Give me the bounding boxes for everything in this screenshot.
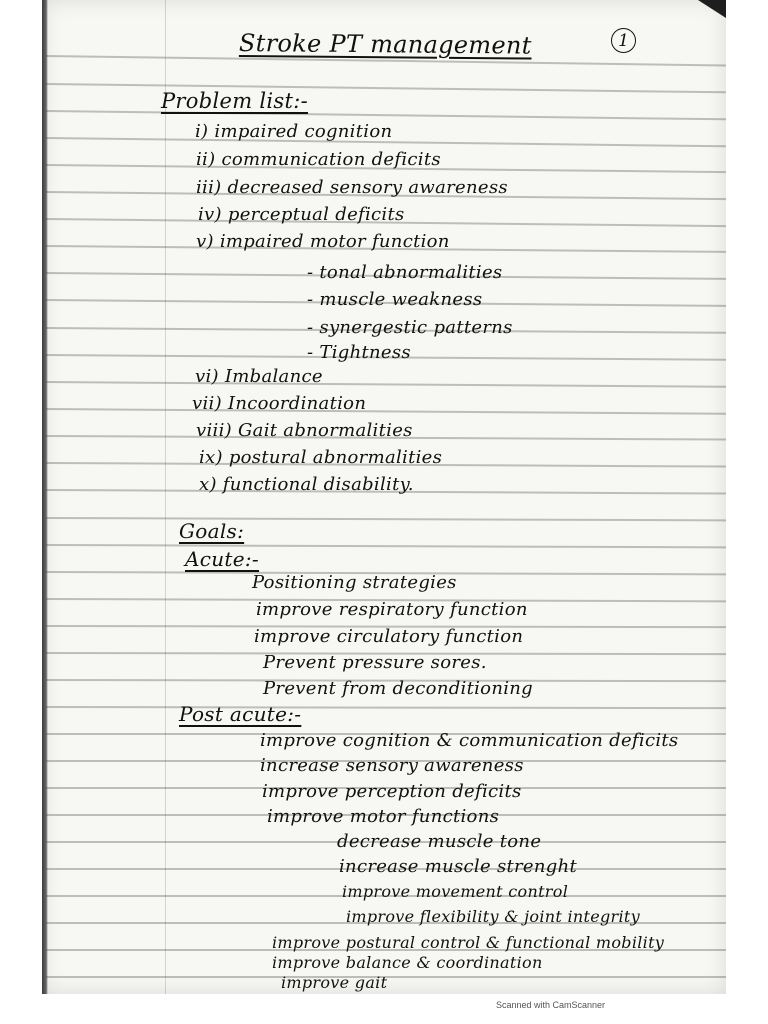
problem-item: iv) perceptual deficits xyxy=(198,204,405,225)
motor-goal-item: improve movement control xyxy=(342,882,569,901)
notebook-margin-line xyxy=(165,0,166,994)
post-acute-goal-item: improve cognition & communication deficits xyxy=(260,730,679,751)
ruled-line xyxy=(46,83,726,93)
final-goal-item: improve balance & coordination xyxy=(272,953,543,972)
acute-goal-item: Prevent from deconditioning xyxy=(263,678,533,699)
page-corner-shadow xyxy=(698,0,726,18)
notebook-binding-shadow xyxy=(42,0,48,994)
acute-goal-item: improve circulatory function xyxy=(254,626,524,647)
motor-goal-item: increase muscle strenght xyxy=(339,856,578,877)
ruled-line xyxy=(46,381,726,388)
post-acute-goal-item: improve motor functions xyxy=(267,806,500,827)
motor-goal-item: decrease muscle tone xyxy=(337,831,542,852)
scanner-watermark: Scanned with CamScanner xyxy=(496,1000,606,1010)
problem-item: i) impaired cognition xyxy=(195,121,393,142)
document-title: Stroke PT management xyxy=(238,29,532,60)
problem-item: v) impaired motor function xyxy=(196,231,450,252)
acute-goal-item: Prevent pressure sores. xyxy=(263,652,487,673)
ruled-line xyxy=(46,706,726,709)
acute-goal-item: Positioning strategies xyxy=(252,572,457,593)
goals-heading: Goals: xyxy=(179,519,245,543)
problem-item: ix) postural abnormalities xyxy=(199,447,443,468)
problem-item: viii) Gait abnormalities xyxy=(196,420,413,441)
post-acute-goal-item: improve perception deficits xyxy=(262,781,522,802)
problem-item: ii) communication deficits xyxy=(196,149,441,170)
post-acute-goal-item: increase sensory awareness xyxy=(260,755,524,776)
ruled-line xyxy=(46,544,726,548)
acute-goal-item: improve respiratory function xyxy=(256,599,528,620)
motor-subitem: - synergestic patterns xyxy=(307,317,513,338)
ruled-line xyxy=(46,408,726,415)
motor-goal-item: improve flexibility & joint integrity xyxy=(346,907,640,926)
problem-item: vi) Imbalance xyxy=(195,366,323,387)
ruled-line xyxy=(46,110,726,120)
motor-subitem: - muscle weakness xyxy=(307,289,483,310)
page-number: 1 xyxy=(611,28,636,53)
lined-notebook-paper xyxy=(42,0,726,994)
problem-list-heading: Problem list:- xyxy=(161,89,309,113)
problem-item: iii) decreased sensory awareness xyxy=(196,177,508,198)
acute-goals-heading: Acute:- xyxy=(185,547,259,571)
motor-subitem: - tonal abnormalities xyxy=(307,262,503,283)
final-goal-item: improve gait xyxy=(281,973,388,992)
motor-subitem: - Tightness xyxy=(307,342,411,363)
post-acute-goals-heading: Post acute:- xyxy=(179,702,302,726)
ruled-line xyxy=(46,517,726,521)
problem-item: vii) Incoordination xyxy=(192,393,367,414)
final-goal-item: improve postural control & functional mobility xyxy=(272,933,665,952)
problem-item: x) functional disability. xyxy=(199,474,414,495)
